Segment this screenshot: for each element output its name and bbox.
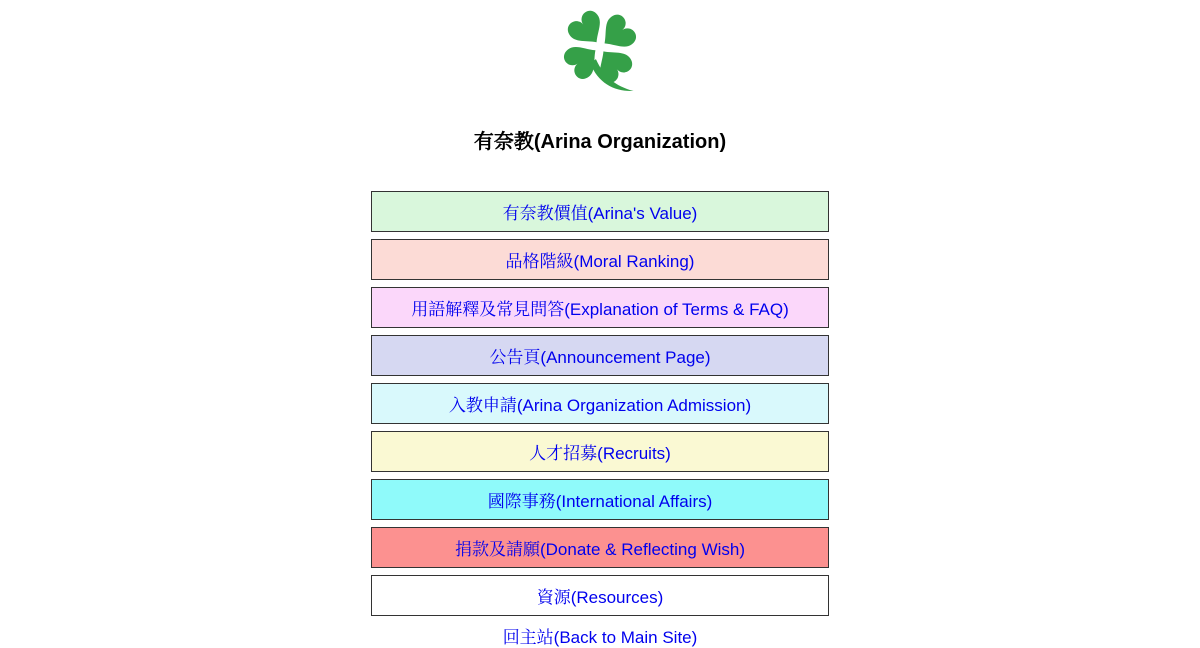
menu-item[interactable] bbox=[371, 287, 829, 328]
menu-link[interactable]: 國際事務(International Affairs) bbox=[487, 492, 713, 511]
menu bbox=[371, 191, 829, 616]
page bbox=[0, 10, 1200, 647]
menu-item[interactable] bbox=[371, 527, 829, 568]
menu-item[interactable] bbox=[371, 239, 829, 280]
menu-item[interactable] bbox=[371, 335, 829, 376]
menu-link[interactable]: 入教申請(Arina Organization Admission) bbox=[448, 396, 752, 415]
menu-item[interactable] bbox=[371, 191, 829, 232]
footer bbox=[0, 623, 1200, 648]
menu-link[interactable]: 公告頁(Announcement Page) bbox=[489, 348, 711, 367]
main-content bbox=[0, 10, 1200, 648]
menu-item[interactable] bbox=[371, 479, 829, 520]
four-leaf-clover-icon bbox=[552, 10, 648, 100]
menu-link[interactable]: 品格階級(Moral Ranking) bbox=[505, 252, 695, 271]
page-title: 有奈教(Arina Organization) bbox=[473, 131, 727, 153]
back-to-main-site-link[interactable]: 回主站(Back to Main Site) bbox=[502, 628, 698, 647]
menu-link[interactable]: 有奈教價值(Arina's Value) bbox=[502, 204, 698, 223]
menu-item[interactable] bbox=[371, 431, 829, 472]
menu-link[interactable]: 人才招募(Recruits) bbox=[529, 444, 671, 463]
clover-shape bbox=[557, 10, 643, 91]
menu-item[interactable] bbox=[371, 575, 829, 616]
menu-link[interactable]: 用語解釋及常見問答(Explanation of Terms & FAQ) bbox=[411, 300, 789, 319]
menu-item[interactable] bbox=[371, 383, 829, 424]
menu-link[interactable]: 資源(Resources) bbox=[536, 588, 664, 607]
menu-link[interactable]: 捐款及請願(Donate & Reflecting Wish) bbox=[454, 540, 746, 559]
